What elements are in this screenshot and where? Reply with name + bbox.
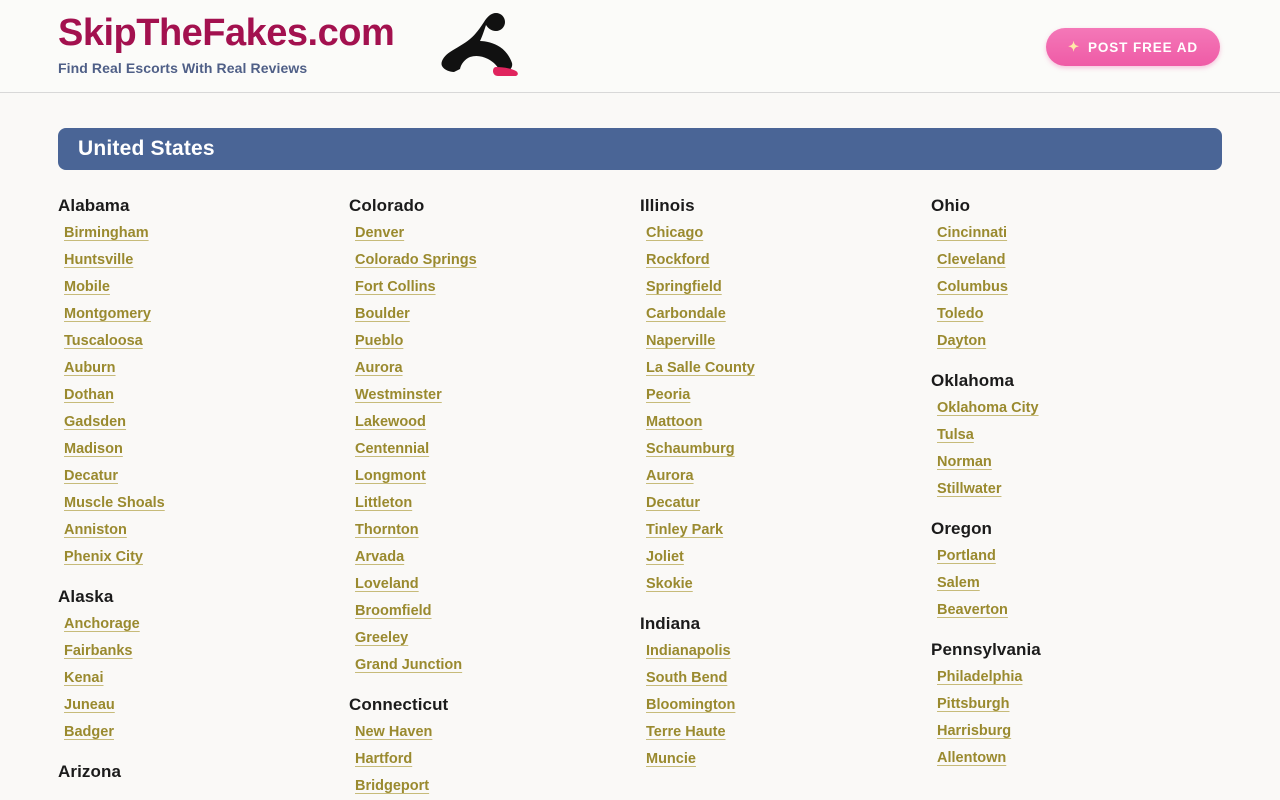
city-link[interactable]: Columbus (937, 279, 1008, 295)
city-link[interactable]: Dayton (937, 333, 987, 349)
city-link[interactable]: Portland (937, 548, 996, 564)
list-item (355, 522, 640, 538)
list-item (64, 495, 349, 511)
city-link[interactable]: Thornton (355, 522, 419, 538)
city-link[interactable]: Indianapolis (646, 643, 731, 659)
city-link[interactable]: Hartford (355, 751, 413, 767)
list-item (646, 252, 931, 268)
site-header (0, 0, 1280, 93)
list-item (64, 549, 349, 565)
city-list (349, 724, 640, 794)
city-list (931, 225, 1222, 349)
state-block (931, 519, 1222, 618)
list-item (646, 225, 931, 241)
city-link[interactable]: Cleveland (937, 252, 1006, 268)
state-columns (58, 196, 1222, 800)
city-list (640, 225, 931, 592)
list-item (937, 669, 1222, 685)
list-item (937, 279, 1222, 295)
list-item (64, 387, 349, 403)
list-item (355, 630, 640, 646)
city-link[interactable]: Kenai (64, 670, 104, 686)
city-link[interactable]: Boulder (355, 306, 410, 322)
city-link[interactable]: Decatur (646, 495, 700, 511)
state-heading: Illinois (640, 196, 695, 215)
list-item (355, 468, 640, 484)
list-item (937, 481, 1222, 497)
city-link[interactable]: Fairbanks (64, 643, 133, 659)
city-link[interactable]: Arvada (355, 549, 405, 565)
list-item (355, 778, 640, 794)
city-link[interactable]: Salem (937, 575, 980, 591)
list-item (64, 360, 349, 376)
city-link[interactable]: Schaumburg (646, 441, 735, 457)
city-list (931, 669, 1222, 766)
city-link[interactable]: Montgomery (64, 306, 151, 322)
list-item (646, 495, 931, 511)
list-item (646, 306, 931, 322)
list-item (937, 723, 1222, 739)
list-item (646, 441, 931, 457)
city-link[interactable]: Auburn (64, 360, 116, 376)
list-item (355, 360, 640, 376)
list-item (355, 252, 640, 268)
list-item (64, 697, 349, 713)
state-heading: Alabama (58, 196, 130, 215)
list-item (64, 670, 349, 686)
state-heading: Colorado (349, 196, 425, 215)
list-item (937, 602, 1222, 618)
list-item (937, 400, 1222, 416)
woman-silhouette-icon (430, 8, 540, 78)
state-heading: Ohio (931, 196, 971, 215)
state-block (58, 196, 349, 565)
city-link[interactable]: Allentown (937, 750, 1007, 766)
list-item (355, 441, 640, 457)
country-title: United States (78, 137, 215, 160)
city-link[interactable]: Aurora (646, 468, 694, 484)
list-item (355, 225, 640, 241)
city-link[interactable]: Stillwater (937, 481, 1002, 497)
state-heading: Connecticut (349, 695, 449, 714)
city-link[interactable]: Carbondale (646, 306, 726, 322)
city-link[interactable]: Pittsburgh (937, 696, 1010, 712)
city-link[interactable]: Lakewood (355, 414, 426, 430)
list-item (646, 468, 931, 484)
city-link[interactable]: Springfield (646, 279, 722, 295)
city-link[interactable]: Loveland (355, 576, 419, 592)
city-link[interactable]: Dothan (64, 387, 114, 403)
city-link[interactable]: Fort Collins (355, 279, 436, 295)
city-link[interactable]: Denver (355, 225, 405, 241)
city-link[interactable]: Broomfield (355, 603, 432, 619)
state-heading: Indiana (640, 614, 701, 633)
list-item (937, 333, 1222, 349)
site-title: SkipTheFakes.com (58, 12, 395, 54)
state-column (58, 196, 349, 800)
city-link[interactable]: Aurora (355, 360, 403, 376)
city-link[interactable]: Toledo (937, 306, 984, 322)
city-link[interactable]: Madison (64, 441, 123, 457)
state-heading: Alaska (58, 587, 114, 606)
list-item (355, 279, 640, 295)
list-item (937, 306, 1222, 322)
city-link[interactable]: Grand Junction (355, 657, 463, 673)
state-column (931, 196, 1222, 800)
list-item (64, 279, 349, 295)
list-item (646, 387, 931, 403)
city-link[interactable]: Colorado Springs (355, 252, 477, 268)
city-list (640, 643, 931, 767)
city-link[interactable]: Beaverton (937, 602, 1008, 618)
post-free-ad-button[interactable] (1046, 28, 1220, 66)
city-link[interactable]: Norman (937, 454, 992, 470)
city-link[interactable]: Gadsden (64, 414, 127, 430)
state-heading: Oregon (931, 519, 993, 538)
list-item (937, 750, 1222, 766)
city-link[interactable]: Mattoon (646, 414, 703, 430)
list-item (646, 697, 931, 713)
list-item (64, 252, 349, 268)
list-item (937, 696, 1222, 712)
state-heading: Arizona (58, 762, 122, 781)
list-item (646, 360, 931, 376)
city-link[interactable]: Terre Haute (646, 724, 726, 740)
city-link[interactable]: Bridgeport (355, 778, 430, 794)
city-link[interactable]: Greeley (355, 630, 409, 646)
list-item (355, 603, 640, 619)
list-item (937, 427, 1222, 443)
country-banner (58, 128, 1222, 170)
state-block (931, 371, 1222, 497)
list-item (355, 333, 640, 349)
city-list (931, 400, 1222, 497)
city-link[interactable]: Birmingham (64, 225, 149, 241)
list-item (355, 751, 640, 767)
list-item (64, 306, 349, 322)
city-link[interactable]: Badger (64, 724, 114, 740)
list-item (646, 333, 931, 349)
city-link[interactable]: Littleton (355, 495, 413, 511)
list-item (646, 576, 931, 592)
city-link[interactable]: Decatur (64, 468, 118, 484)
city-list (931, 548, 1222, 618)
list-item (355, 657, 640, 673)
list-item (64, 441, 349, 457)
state-column (349, 196, 640, 800)
list-item (646, 549, 931, 565)
city-link[interactable]: South Bend (646, 670, 728, 686)
list-item (937, 454, 1222, 470)
list-item (355, 414, 640, 430)
list-item (646, 670, 931, 686)
city-link[interactable]: La Salle County (646, 360, 755, 376)
city-link[interactable]: Bloomington (646, 697, 736, 713)
city-list (349, 225, 640, 673)
list-item (646, 414, 931, 430)
state-heading: Pennsylvania (931, 640, 1041, 659)
city-link[interactable]: Skokie (646, 576, 693, 592)
list-item (355, 549, 640, 565)
list-item (64, 616, 349, 632)
state-block (640, 614, 931, 767)
site-tagline: Find Real Escorts With Real Reviews (58, 60, 308, 76)
state-block (931, 640, 1222, 766)
state-block (640, 196, 931, 592)
list-item (355, 576, 640, 592)
city-link[interactable]: Juneau (64, 697, 115, 713)
city-link[interactable]: Pueblo (355, 333, 404, 349)
city-link[interactable]: Longmont (355, 468, 426, 484)
sparkle-icon: ✦ (1068, 39, 1080, 54)
city-link[interactable]: Harrisburg (937, 723, 1012, 739)
list-item (646, 522, 931, 538)
state-heading: Oklahoma (931, 371, 1014, 390)
list-item (646, 643, 931, 659)
list-item (64, 333, 349, 349)
state-block (58, 587, 349, 740)
list-item (64, 724, 349, 740)
city-list (58, 225, 349, 565)
city-link[interactable]: Muncie (646, 751, 696, 767)
city-link[interactable]: Philadelphia (937, 669, 1023, 685)
list-item (937, 548, 1222, 564)
list-item (646, 279, 931, 295)
city-link[interactable]: Muscle Shoals (64, 495, 165, 511)
city-link[interactable]: Centennial (355, 441, 430, 457)
city-link[interactable]: Joliet (646, 549, 684, 565)
city-link[interactable]: Tulsa (937, 427, 974, 443)
list-item (355, 724, 640, 740)
brand-block[interactable] (58, 10, 394, 76)
city-link[interactable]: Chicago (646, 225, 704, 241)
list-item (937, 252, 1222, 268)
city-link[interactable]: Naperville (646, 333, 716, 349)
city-link[interactable]: Anniston (64, 522, 127, 538)
list-item (646, 724, 931, 740)
city-link[interactable]: Rockford (646, 252, 710, 268)
city-link[interactable]: Tuscaloosa (64, 333, 143, 349)
page-content (0, 128, 1280, 800)
list-item (355, 306, 640, 322)
list-item (937, 225, 1222, 241)
state-block (349, 695, 640, 794)
city-link[interactable]: Phenix City (64, 549, 143, 565)
city-link[interactable]: Anchorage (64, 616, 140, 632)
list-item (64, 225, 349, 241)
city-list (58, 616, 349, 740)
city-link[interactable]: Tinley Park (646, 522, 724, 538)
state-block (931, 196, 1222, 349)
list-item (64, 468, 349, 484)
state-block (349, 196, 640, 673)
state-column (640, 196, 931, 800)
state-block (58, 762, 349, 782)
list-item (64, 414, 349, 430)
city-link[interactable]: New Haven (355, 724, 433, 740)
list-item (355, 495, 640, 511)
list-item (646, 751, 931, 767)
list-item (64, 643, 349, 659)
city-link[interactable]: Mobile (64, 279, 110, 295)
list-item (64, 522, 349, 538)
city-link[interactable]: Cincinnati (937, 225, 1008, 241)
city-link[interactable]: Westminster (355, 387, 442, 403)
list-item (937, 575, 1222, 591)
post-free-ad-label: POST FREE AD (1087, 39, 1198, 55)
city-link[interactable]: Huntsville (64, 252, 134, 268)
city-link[interactable]: Peoria (646, 387, 691, 403)
list-item (355, 387, 640, 403)
city-link[interactable]: Oklahoma City (937, 400, 1039, 416)
